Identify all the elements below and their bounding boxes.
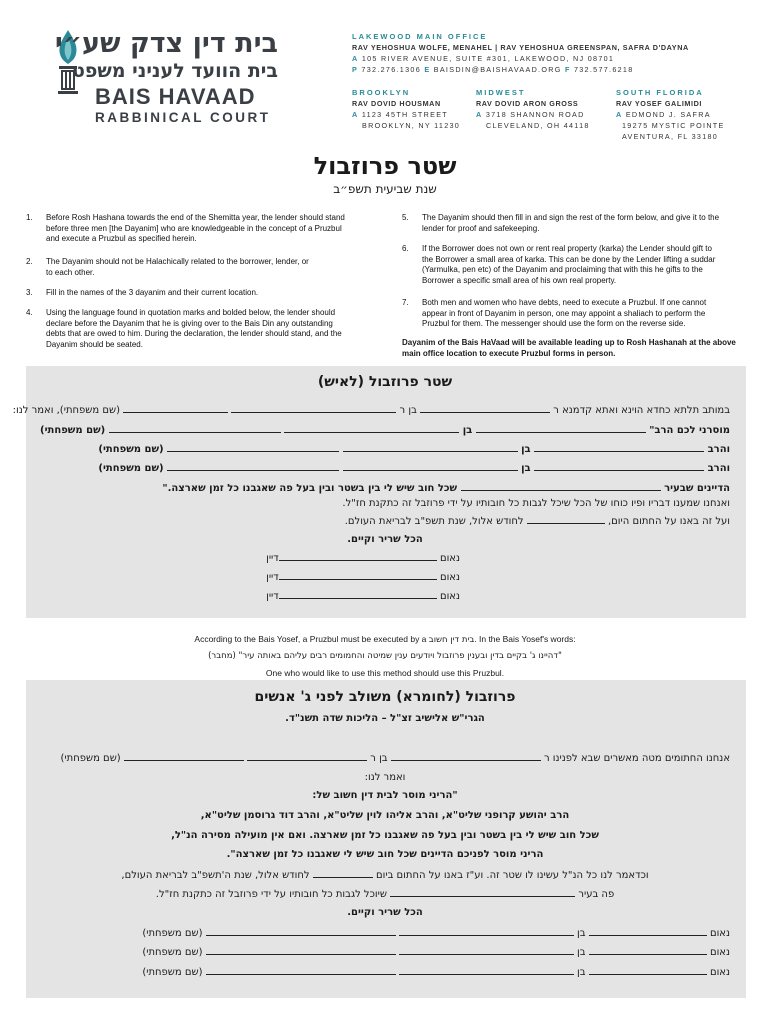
instruction-line: (Yarmulka, pen etc) of the Dayanim and proclaiming that with this he gifts to the xyxy=(422,265,703,275)
instruction-line: Pruzbul for them. The messenger should use the form on the reverse side. xyxy=(422,319,686,329)
date-day-field[interactable] xyxy=(527,515,605,524)
office-main-staff: RAV YEHOSHUA WOLFE, MENAHEL | RAV YEHOSHUA GREENSPAN, SAFRA D'DAYNA xyxy=(352,43,689,52)
form2-subtitle: הגרי"ש אלישיב זצ"ל – הליכות שדה תשנ"ד. xyxy=(285,713,485,724)
note-line: main office location to execute Pruzbul forms in person. xyxy=(402,348,616,358)
instruction-line: and execute a Pruzbul as specified herein. xyxy=(46,234,197,244)
last-name-field[interactable] xyxy=(206,946,396,955)
method-note: One who would like to use this method should use this Pruzbul. xyxy=(265,668,505,678)
phone-label: P xyxy=(352,65,359,74)
instruction-line: appear in front of Dayanim in person, one may appoint a shaliach to perform the xyxy=(422,308,706,318)
office-main-title: LAKEWOOD MAIN OFFICE xyxy=(352,32,488,41)
instruction-number: 2. xyxy=(26,257,33,266)
office-midwest-rav: RAV DOVID ARON GROSS xyxy=(476,99,579,108)
signature-field[interactable] xyxy=(279,571,437,580)
page-title: שטר פרוזבול xyxy=(313,152,457,180)
instruction-line: If the Borrower does not own or rent real property (karka) the Lender should gift to xyxy=(422,244,712,253)
signature-field[interactable] xyxy=(589,946,707,955)
instruction-number: 7. xyxy=(402,298,409,307)
instruction-line: Both men and women who have debts, need to execute a Pruzbul. If one cannot xyxy=(422,298,707,307)
address-label: A xyxy=(352,54,359,63)
city-field[interactable] xyxy=(390,888,575,897)
instruction-line: to each other. xyxy=(46,267,95,277)
instruction-line: debts that are owed to him. During the declaration, the lender should stand, and the xyxy=(46,329,342,339)
instruction-number: 1. xyxy=(26,213,33,222)
office-florida-rav: RAV YOSEF GALIMIDI xyxy=(616,99,703,108)
instruction-line: The Dayanim should not be Halachically related to the borrower, lender, or xyxy=(46,257,309,266)
form2-line-5: שכל חוב שיש לי בין בשטר ובין בעל פה שאגבנו כל זמן שארצה. ואם אין מועילה מסירה הנ"ל, xyxy=(171,830,599,841)
note-line: Dayanim of the Bais HaVaad will be available leading up to Rosh Hashanah at the above xyxy=(402,338,736,347)
dayan1-first-name-field[interactable] xyxy=(476,424,646,433)
instruction-line: before three men [the Dayanim] who are knowledgeable in the concept of a Pruzbul xyxy=(46,223,342,233)
instruction-line: Borrower a specific small area of his own real property. xyxy=(422,276,617,286)
office-main-contact xyxy=(352,64,634,76)
form2-line-8: פה בעיר שיוכל לגבות כל חובותיו על ידי פרוזבל זה כתקנת חז"ל. xyxy=(155,889,615,900)
bais-yosef-note: According to the Bais Yosef, a Pruzbul must be executed by a בית דין חשוב. In the Bais Yosef's words: xyxy=(194,634,576,645)
form2-line-6: הריני מוסר לפניכם הדיינים שכל חוב שיש לי שאגבנו כל זמן שארצה". xyxy=(226,849,544,860)
witness-signature-3: נאום בן (שם משפחתי) xyxy=(142,967,730,978)
page-subtitle: שנת שביעית תשפ״ב xyxy=(333,182,437,196)
office-florida-title: SOUTH FLORIDA xyxy=(616,88,704,97)
form2-line-2: ואמר לנו: xyxy=(364,772,406,783)
form1-line-1: במותב תלתא כחדא הוינא ואתא קדמנא ר בן ר (שם משפחתי), ואמר לנו: xyxy=(12,405,730,416)
address-value: 1123 45TH STREET xyxy=(361,110,448,119)
fax-value: 732.577.6218 xyxy=(573,65,634,74)
signature-field[interactable] xyxy=(279,590,437,599)
form1-line-4: והרב בן (שם משפחתי) xyxy=(98,463,730,474)
logo-hebrew-name: בית דין צדק שע״י xyxy=(54,28,278,59)
signature-field[interactable] xyxy=(589,927,707,936)
address-value: 3718 SHANNON ROAD xyxy=(485,110,585,119)
form2-line-9: הכל שריר וקיים. xyxy=(347,907,423,918)
logo-english-name: BAIS HAVAAD xyxy=(95,84,256,109)
instruction-line: Before Rosh Hashana towards the end of the Shemitta year, the lender should stand xyxy=(46,213,345,222)
fax-label: F xyxy=(564,65,571,74)
dayan-signature-2: נאום דיין xyxy=(266,572,460,583)
form2-line-7: וכדאמר לנו כל הנ"ל עשינו לו שטר זה. וע"ז באנו על החתום ביום לחודש אלול, שנת ה'תשפ"ב לבריאת העולם, xyxy=(121,870,649,881)
witness-signature-1: נאום בן (שם משפחתי) xyxy=(142,928,730,939)
instruction-number: 5. xyxy=(402,213,409,222)
dayan2-father-name-field[interactable] xyxy=(343,443,518,452)
office-florida-street: 19275 MYSTIC POINTE xyxy=(622,121,725,130)
bais-yosef-quote: "דהיינו ג' בקיים בדין ובענין פרוזבול ויודעים ענין שמיטה והחמומים רבים עליהם באותה עיר" (מחבר) xyxy=(208,651,562,661)
form2-line-3: "הריני מוסר לבית דין חשוב של: xyxy=(312,790,458,801)
dayan1-father-name-field[interactable] xyxy=(284,424,459,433)
last-name-field[interactable] xyxy=(206,966,396,975)
email-value: BAISDIN@BAISHAVAAD.ORG xyxy=(433,65,562,74)
office-brooklyn-rav: RAV DOVID HOUSMAN xyxy=(352,99,441,108)
lender-last-name-field[interactable] xyxy=(123,404,228,413)
lender-father-name-field[interactable] xyxy=(231,404,396,413)
dayan2-last-name-field[interactable] xyxy=(167,443,339,452)
form1-line-6: ואנחנו שמענו דבריו ופיו כוחו של הכל שיכל לגבות כל חובותיו על ידי פרוזבל זה כתקנת חז"ל. xyxy=(342,498,730,509)
last-name-field[interactable] xyxy=(206,927,396,936)
father-name-field[interactable] xyxy=(399,946,574,955)
witness-signature-2: נאום בן (שם משפחתי) xyxy=(142,947,730,958)
office-florida-address xyxy=(616,109,711,121)
signature-field[interactable] xyxy=(279,552,437,561)
form1-line-3: והרב בן (שם משפחתי) xyxy=(98,444,730,455)
office-midwest-address xyxy=(476,109,585,121)
form2-line-4: הרב יהושע קרופני שליט"א, והרב אליהו לוין שליט"א, והרב דוד גרוסמן שליט"א, xyxy=(200,810,570,821)
office-brooklyn-title: BROOKLYN xyxy=(352,88,411,97)
father-name-field[interactable] xyxy=(399,927,574,936)
instruction-line: declare before the Dayanim that he is giving over to the Bais Din any outstanding xyxy=(46,318,333,328)
instruction-number: 3. xyxy=(26,288,33,297)
form1-line-8: הכל שריר וקיים. xyxy=(347,534,423,545)
dayan-signature-1: נאום דיין xyxy=(266,553,460,564)
address-value: 105 RIVER AVENUE, SUITE #301, LAKEWOOD, NJ 08701 xyxy=(361,54,615,63)
dayan3-father-name-field[interactable] xyxy=(343,462,518,471)
dayan3-first-name-field[interactable] xyxy=(534,462,704,471)
form1-title: שטר פרוזבול (לאיש) xyxy=(317,374,453,390)
instruction-number: 4. xyxy=(26,308,33,317)
instruction-line: Fill in the names of the 3 dayanim and their current location. xyxy=(46,288,259,297)
instruction-line: Dayanim should be seated. xyxy=(46,340,143,350)
availability-note xyxy=(402,338,752,359)
dayan-signature-3: נאום דיין xyxy=(266,591,460,602)
office-midwest-city: CLEVELAND, OH 44118 xyxy=(486,121,590,130)
instruction-line: Using the language found in quotation marks and bolded below, the lender should xyxy=(46,308,336,317)
logo-hebrew-subtitle: בית הוועד לעניני משפט xyxy=(71,60,278,82)
city-field[interactable] xyxy=(461,482,661,491)
date-day-field[interactable] xyxy=(313,869,373,878)
logo-english-subtitle: RABBINICAL COURT xyxy=(95,110,271,125)
form1-line-5: הדיינים שבעיר שכל חוב שיש לי בין בשטר ובין בעל פה שאגבנו כל זמן שארצה." xyxy=(162,483,730,494)
office-florida-city: AVENTURA, FL 33180 xyxy=(622,132,719,141)
instruction-line: lender for proof and safekeeping. xyxy=(422,223,540,233)
form2-line-1: אנחנו החתומים מטה מאשרים שבא לפנינו ר בן ר (שם משפחתי) xyxy=(60,753,730,764)
phone-value: 732.276.1306 xyxy=(361,65,421,74)
dayan1-last-name-field[interactable] xyxy=(109,424,281,433)
father-name-field[interactable] xyxy=(399,966,574,975)
form1-line-2: מוסרני לכם הרב" בן (שם משפחתי) xyxy=(40,425,730,436)
address-label: A xyxy=(476,110,483,119)
dayan2-first-name-field[interactable] xyxy=(534,443,704,452)
address-label: A xyxy=(352,110,359,119)
instruction-line: The Dayanim should then fill in and sign the rest of the form below, and give it to the xyxy=(422,213,720,222)
lender-first-name-field[interactable] xyxy=(420,404,550,413)
lender-last-name-field[interactable] xyxy=(124,752,244,761)
office-midwest-title: MIDWEST xyxy=(476,88,526,97)
address-value: EDMOND J. SAFRA xyxy=(625,110,711,119)
dayan3-last-name-field[interactable] xyxy=(167,462,339,471)
signature-field[interactable] xyxy=(589,966,707,975)
office-brooklyn-address xyxy=(352,109,448,121)
email-label: E xyxy=(424,65,431,74)
address-label: A xyxy=(616,110,623,119)
form2-title: פרוזבול (לחומרא) משולב לפני ג' אנשים xyxy=(254,689,516,705)
lender-first-name-field[interactable] xyxy=(391,752,541,761)
lender-father-name-field[interactable] xyxy=(247,752,367,761)
office-main-address xyxy=(352,53,614,65)
office-brooklyn-city: BROOKLYN, NY 11230 xyxy=(362,121,461,130)
instruction-line: the Borrower a small area of karka. This can be done by the Lender lifting a suddar xyxy=(422,254,716,264)
form1-line-7: ועל זה באנו על החתום היום, לחודש אלול, שנת תשפ"ב לבריאת העולם. xyxy=(344,516,730,527)
instruction-number: 6. xyxy=(402,244,409,253)
